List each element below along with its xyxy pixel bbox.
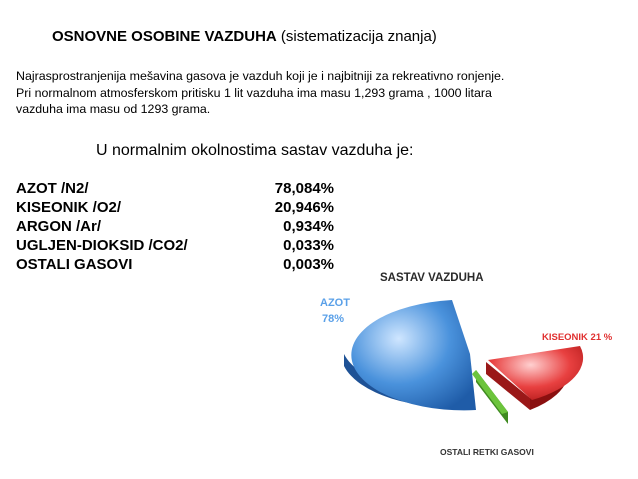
label-azot-value: 78% bbox=[322, 313, 345, 325]
label-kiseonik: KISEONIK 21 % bbox=[542, 332, 613, 343]
gas-name: AZOT /N2/ bbox=[16, 180, 89, 197]
chart-title: SASTAV VAZDUHA bbox=[380, 272, 484, 284]
label-azot: AZOT bbox=[320, 297, 350, 309]
gas-percentage: 0,003% bbox=[283, 256, 334, 273]
composition-row-co2 bbox=[16, 237, 356, 256]
gas-percentage: 20,946% bbox=[274, 199, 334, 216]
intro-line-3: vazduha ima masu od 1293 grama. bbox=[16, 102, 211, 116]
intro-line-2: Pri normalnom atmosferskom pritisku 1 lit vazduha ima masu 1,293 grama , 1000 litara bbox=[16, 85, 492, 100]
label-ostali: OSTALI RETKI GASOVI bbox=[440, 447, 534, 457]
intro-paragraph bbox=[16, 68, 626, 118]
title-subtitle: (sistematizacija znanja) bbox=[276, 28, 437, 45]
title-main: OSNOVNE OSOBINE VAZDUHA bbox=[52, 28, 277, 45]
gas-percentage: 0,033% bbox=[283, 237, 334, 254]
composition-list bbox=[16, 180, 356, 275]
gas-name: UGLJEN-DIOKSID /CO2/ bbox=[16, 237, 188, 254]
slice-azot bbox=[351, 300, 476, 410]
gas-name: KISEONIK /O2/ bbox=[16, 199, 122, 216]
gas-name: OSTALI GASOVI bbox=[16, 256, 133, 273]
gas-percentage: 0,934% bbox=[283, 218, 334, 235]
composition-row-kiseonik bbox=[16, 199, 356, 218]
gas-name: ARGON /Ar/ bbox=[16, 218, 102, 235]
air-composition-pie-chart bbox=[298, 262, 618, 462]
composition-row-azot bbox=[16, 180, 356, 199]
gas-percentage: 78,084% bbox=[274, 180, 334, 197]
page-title bbox=[52, 28, 437, 45]
slice-kiseonik bbox=[488, 346, 583, 400]
intro-line-1: Najrasprostranjenija mešavina gasova je vazduh koji je i najbitniji za rekreativno ronjenje. bbox=[16, 69, 505, 83]
composition-row-argon bbox=[16, 218, 356, 237]
composition-heading: U normalnim okolnostima sastav vazduha je: bbox=[96, 142, 414, 159]
